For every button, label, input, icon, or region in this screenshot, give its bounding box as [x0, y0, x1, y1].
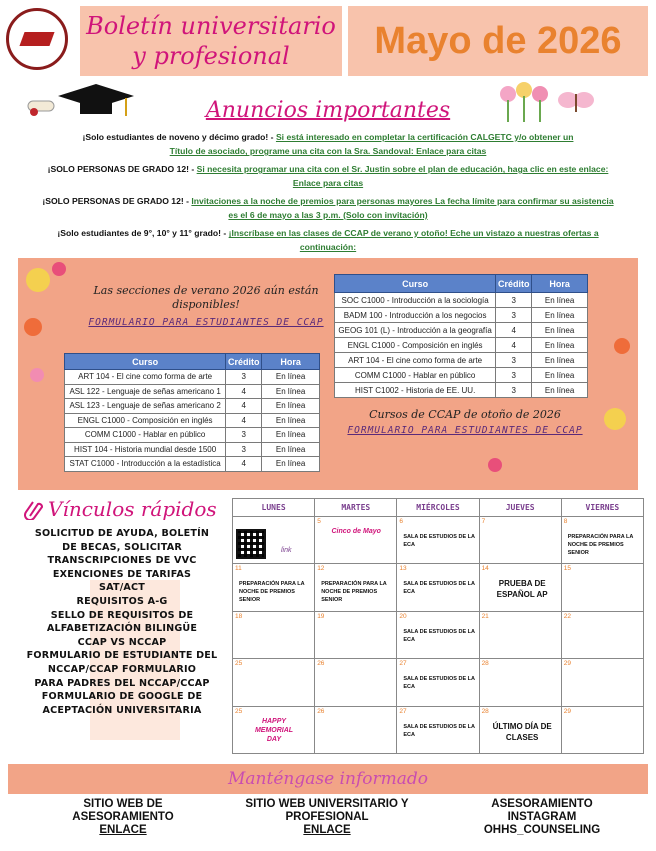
course-name: ASL 123 - Lenguaje de señas americano 2: [65, 399, 226, 414]
calendar-cell: [561, 611, 643, 658]
course-credits: 3: [226, 370, 262, 385]
calendar-day-header: LUNES: [233, 499, 315, 517]
course-credits: 3: [496, 383, 532, 398]
quick-link-line[interactable]: SOLICITUD DE AYUDA, BOLETÍN: [34, 528, 210, 539]
calendar-date: 5: [317, 518, 321, 525]
course-name: ENGL C1000 - Composición en inglés: [65, 413, 226, 428]
course-name: COMM C1000 - Hablar en público: [335, 368, 496, 383]
summer-ccap-form-link[interactable]: FORMULARIO PARA ESTUDIANTES DE CCAP: [88, 317, 324, 328]
instagram-handle[interactable]: OHHS_COUNSELING: [483, 824, 601, 836]
calendar-cell: [315, 706, 397, 753]
announcement-link[interactable]: Si está interesado en completar la certificación CALGETC y/o obtener un: [275, 132, 574, 142]
course-header: Curso: [335, 275, 496, 293]
counseling-website-link[interactable]: ENLACE: [99, 824, 147, 836]
time-header: Hora: [532, 275, 588, 293]
calendar-week: [233, 564, 644, 611]
course-name: STAT C1000 - Introducción a la estadística: [65, 457, 226, 472]
calendar-event: PREPARACIÓN PARA LA NOCHE DE PREMIOS SENIOR: [567, 534, 634, 556]
course-name: ASL 122 - Lenguaje de señas americano 1: [65, 384, 226, 399]
calendar-cell: [233, 706, 315, 753]
announcement-link[interactable]: Invitaciones a la noche de premios para personas mayores La fecha límite para confirmar su asistencia: [191, 196, 614, 206]
course-name: BADM 100 - Introducción a los negocios: [335, 308, 496, 323]
newsletter-title: [80, 6, 342, 76]
course-row: [335, 308, 588, 323]
announcement-link[interactable]: es el 6 de mayo a las 3 p.m. (Solo con invitación): [228, 210, 428, 220]
title-line-2: y profesional: [132, 42, 290, 70]
course-row: [65, 457, 320, 472]
announcement-link[interactable]: ¡Inscríbase en las clases de CCAP de verano y otoño! Eche un vistazo a nuestras ofertas a: [228, 228, 599, 238]
course-time: En línea: [262, 370, 320, 385]
quick-link-line[interactable]: DE BECAS, SOLICITAR: [62, 541, 182, 553]
calendar-date: 26: [317, 707, 325, 715]
course-credits: 4: [226, 457, 262, 472]
diploma-scroll-icon: [24, 96, 58, 118]
calendar-date: 29: [563, 707, 571, 715]
quick-links-list: [22, 527, 222, 717]
may-calendar: [232, 498, 644, 754]
calendar-date: 28: [481, 707, 489, 715]
graduation-cap-icon: [56, 82, 136, 120]
announcement-link[interactable]: continuación:: [299, 242, 357, 252]
course-row: [335, 368, 588, 383]
quick-link-line[interactable]: CCAP VS NCCAP: [77, 636, 167, 648]
title-line-1: Boletín universitario: [86, 12, 336, 40]
course-credits: 4: [496, 323, 532, 338]
calendar-cell: [479, 517, 561, 564]
qr-code-icon[interactable]: [236, 529, 266, 559]
paperclip-icon: [24, 498, 44, 520]
calendar-event: PREPARACIÓN PARA LA NOCHE DE PREMIOS SENIOR: [239, 581, 305, 604]
calendar-date: 15: [563, 565, 571, 573]
course-credits: 4: [226, 413, 262, 428]
announcement-link[interactable]: Si necesita programar una cita con el Sr. Justin sobre el plan de educación, haga clic en este enlace:: [196, 164, 609, 174]
calendar-event: SALA DE ESTUDIOS DE LA ECA: [403, 676, 475, 691]
course-time: En línea: [532, 383, 588, 398]
calendar-cell: [397, 659, 479, 706]
calendar-cell: [397, 517, 479, 564]
course-row: [65, 442, 320, 457]
tulips-icon: [494, 82, 554, 124]
course-credits: 3: [226, 442, 262, 457]
course-row: [65, 413, 320, 428]
calendar-date: 18: [235, 612, 243, 620]
calendar-date: 11: [235, 565, 242, 573]
calendar-week: [233, 706, 644, 753]
calendar-date: 13: [399, 565, 407, 573]
course-name: HIST 104 - Historia mundial desde 1500: [65, 442, 226, 457]
calendar-cell: [479, 659, 561, 706]
time-header: Hora: [262, 354, 320, 370]
calendar-cell: [397, 564, 479, 611]
course-row: [65, 399, 320, 414]
quick-link-line[interactable]: FORMULARIO DE ESTUDIANTE DEL: [26, 650, 218, 662]
calendar-day-header: VIERNES: [561, 499, 643, 517]
course-time: En línea: [532, 353, 588, 368]
calendar-event: SALA DE ESTUDIOS DE LA ECA: [403, 581, 475, 596]
announcement-4: ¡Solo estudiantes de 9°, 10° y 11° grado! - ¡Inscríbase en las clases de CCAP de verano y otoño! Eche un vistazo a nuestras ofertas a continuación:: [57, 228, 599, 252]
calendar-cell: [315, 517, 397, 564]
calendar-date: 27: [399, 660, 407, 668]
qr-caption[interactable]: link: [281, 547, 292, 554]
quick-link-line[interactable]: SELLO DE REQUISITOS DE: [50, 609, 194, 621]
course-header: Curso: [65, 354, 226, 370]
course-credits: 4: [226, 384, 262, 399]
course-credits: 3: [496, 308, 532, 323]
announcement-2: ¡SOLO PERSONAS DE GRADO 12! - Si necesita programar una cita con el Sr. Justin sobre el plan de educación, haga clic en este enlace: Enlace para citas: [47, 164, 609, 188]
course-row: [335, 293, 588, 308]
course-time: En línea: [262, 428, 320, 443]
calendar-date: 6: [399, 518, 403, 525]
butterfly-icon: [556, 88, 596, 118]
calendar-cell: [233, 611, 315, 658]
course-name: ART 104 - El cine como forma de arte: [65, 370, 226, 385]
calendar-date: 28: [481, 660, 489, 668]
calendar-day-header: JUEVES: [479, 499, 561, 517]
calendar-day-header: MARTES: [315, 499, 397, 517]
calendar-cell: [315, 659, 397, 706]
quick-link-line[interactable]: FORMULARIO DE GOOGLE DE: [41, 691, 203, 703]
summer-courses-table: [64, 353, 320, 472]
appointment-link[interactable]: Título de asociado, programe una cita con la Sra. Sandoval: Enlace para citas: [169, 146, 487, 156]
calendar-day-header: MIÉRCOLES: [397, 499, 479, 517]
calendar-cell: [561, 517, 643, 564]
calendar-cell: [233, 517, 315, 564]
course-credits: 4: [226, 399, 262, 414]
course-row: [335, 383, 588, 398]
college-career-website-link[interactable]: ENLACE: [303, 824, 351, 836]
calendar-event: ÚLTIMO DÍA DE CLASES: [492, 721, 552, 742]
quick-link-line[interactable]: PARA PADRES DEL NCCAP/CCAP: [34, 677, 210, 689]
counseling-website: SITIO WEB DE ASESORAMIENTO ENLACE: [48, 798, 198, 837]
month-label: Mayo de 2026: [374, 19, 622, 62]
stay-informed-band: [8, 764, 648, 794]
calendar-cell: [315, 611, 397, 658]
course-row: [335, 323, 588, 338]
course-row: [335, 338, 588, 353]
college-career-website: SITIO WEB UNIVERSITARIO Y PROFESIONAL ENLACE: [222, 798, 432, 837]
course-credits: 4: [496, 338, 532, 353]
calendar-week: [233, 659, 644, 706]
calendar-date: 29: [563, 660, 571, 668]
counseling-instagram: ASESORAMIENTO INSTAGRAM OHHS_COUNSELING: [462, 798, 622, 837]
calendar-event: PRUEBA DE ESPAÑOL AP: [496, 579, 548, 600]
calendar-date: 8: [563, 518, 568, 525]
calendar-cell: [397, 706, 479, 753]
calendar-cell: [561, 706, 643, 753]
school-seal-logo: [6, 8, 68, 70]
calendar-cell: [315, 564, 397, 611]
calendar-cell: [233, 659, 315, 706]
calendar-cell: [397, 611, 479, 658]
course-credits: 3: [496, 368, 532, 383]
announcement-3: ¡SOLO PERSONAS DE GRADO 12! - Invitaciones a la noche de premios para personas mayores La fecha límite para confirmar su asistencia es el 6 de mayo a las 3 p.m. (Solo con invitación): [42, 196, 614, 220]
fall-courses-table: [334, 274, 588, 398]
fall-courses-note: Cursos de CCAP de otoño de 2026: [369, 408, 561, 421]
course-name: COMM C1000 - Hablar en público: [65, 428, 226, 443]
credits-header: Crédito: [226, 354, 262, 370]
calendar-date: 26: [317, 660, 325, 668]
course-name: ENGL C1000 - Composición en inglés: [335, 338, 496, 353]
course-time: En línea: [532, 368, 588, 383]
calendar-date: 25: [235, 660, 243, 668]
course-time: En línea: [262, 457, 320, 472]
announcement-1: ¡Solo estudiantes de noveno y décimo grado! - Si está interesado en completar la certificación CALGETC y/o obtener un Título de asociado, programe una cita con la Sra. Sandoval: Enlace para citas: [82, 132, 574, 156]
calendar-date: 27: [399, 707, 407, 715]
calendar-week: [233, 517, 644, 564]
course-row: [65, 370, 320, 385]
calendar-date: 21: [481, 612, 489, 620]
calendar-cell: [479, 706, 561, 753]
calendar-date: 20: [399, 612, 407, 620]
holiday-sticker: Cinco de Mayo: [331, 528, 381, 535]
course-name: SOC C1000 - Introducción a la sociología: [335, 293, 496, 308]
course-name: ART 104 - El cine como forma de arte: [335, 353, 496, 368]
course-row: [335, 353, 588, 368]
calendar-date: 25: [235, 707, 243, 715]
calendar-cell: [233, 564, 315, 611]
calendar-event: SALA DE ESTUDIOS DE LA ECA: [403, 628, 475, 643]
calendar-date: 14: [481, 565, 489, 573]
calendar-cell: [561, 564, 643, 611]
calendar-cell: [479, 611, 561, 658]
calendar-event: SALA DE ESTUDIOS DE LA ECA: [403, 534, 475, 548]
course-name: GEOG 101 (L) - Introducción a la geografía: [335, 323, 496, 338]
stay-informed-title: Manténgase informado: [228, 769, 428, 789]
calendar-date: 19: [317, 612, 325, 620]
course-row: [65, 428, 320, 443]
calendar-cell: [561, 659, 643, 706]
announcements-title: Anuncios importantes: [205, 98, 451, 123]
course-time: En línea: [532, 308, 588, 323]
course-time: En línea: [532, 323, 588, 338]
quick-link-line[interactable]: TRANSCRIPCIONES DE VVC: [47, 555, 197, 567]
course-row: [65, 384, 320, 399]
quick-link-line[interactable]: NCCAP/CCAP FORMULARIO: [47, 663, 197, 675]
summer-sections-note: Las secciones de verano 2026 aún están disponibles!: [93, 284, 319, 311]
course-time: En línea: [532, 293, 588, 308]
course-credits: 3: [496, 353, 532, 368]
calendar-event: SALA DE ESTUDIOS DE LA ECA: [403, 723, 475, 738]
fall-ccap-form-link[interactable]: FORMULARIO PARA ESTUDIANTES DE CCAP: [347, 425, 583, 436]
course-name: HIST C1002 - Historia de EE. UU.: [335, 383, 496, 398]
quick-link-line[interactable]: EXENCIONES DE TARIFAS: [52, 568, 192, 580]
course-time: En línea: [532, 338, 588, 353]
course-time: En línea: [262, 384, 320, 399]
month-banner: [348, 6, 648, 76]
quick-link-line[interactable]: REQUISITOS A-G: [76, 595, 168, 607]
quick-links-title: Vínculos rápidos: [48, 497, 217, 521]
calendar-week: [233, 611, 644, 658]
calendar-date: 7: [481, 518, 486, 525]
calendar-date: 12: [317, 565, 325, 573]
calendar-event: PREPARACIÓN PARA LA NOCHE DE PREMIOS SENIOR: [321, 581, 387, 604]
quick-link-line[interactable]: ALFABETIZACIÓN BILINGÜE: [46, 623, 198, 635]
holiday-sticker: HAPPY MEMORIAL DAY: [254, 717, 294, 743]
course-credits: 3: [496, 293, 532, 308]
course-credits: 3: [226, 428, 262, 443]
course-time: En línea: [262, 413, 320, 428]
appointment-link[interactable]: Enlace para citas: [292, 178, 364, 188]
course-time: En línea: [262, 399, 320, 414]
course-time: En línea: [262, 442, 320, 457]
credits-header: Crédito: [496, 275, 532, 293]
calendar-date: 22: [563, 612, 571, 620]
quick-link-line[interactable]: SAT/ACT: [98, 582, 146, 594]
calendar-cell: [479, 564, 561, 611]
quick-link-line[interactable]: ACEPTACIÓN UNIVERSITARIA: [42, 704, 202, 716]
